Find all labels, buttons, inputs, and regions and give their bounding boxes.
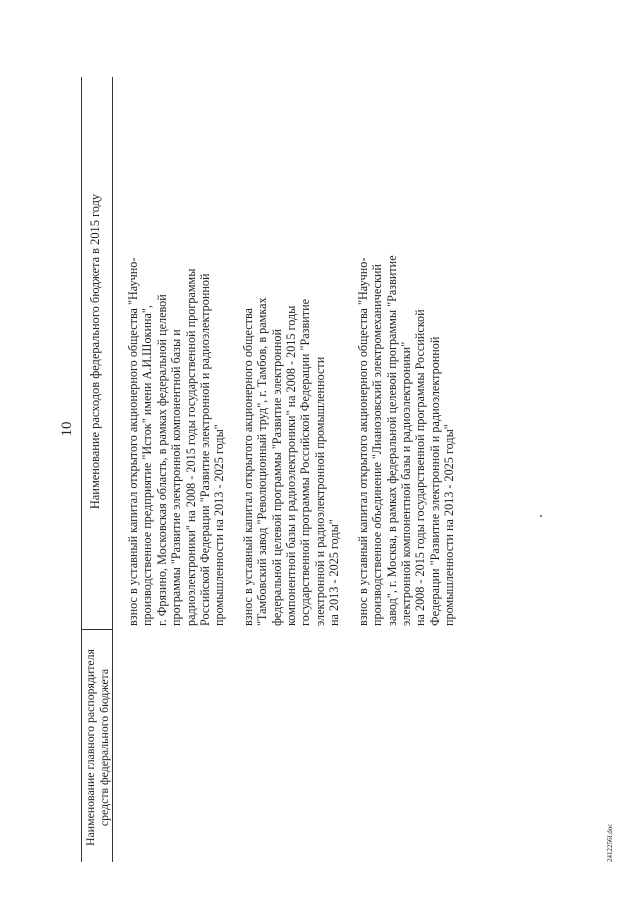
expense-entry: взнос в уставный капитал открытого акционерного общества "Научно- производственное объединение "Лианозовский электромеханический завод", г. Москва, в рамках федеральной целевой программы "Развитие электронной компонентной базы и радиоэлектроники" на 2008 - 2015 годы государственной программы Российской Федерации "Развитие электронной и радиоэлектронной промышленности на 2013 - 2025 годы" xyxy=(355,255,457,626)
table-header-bottom-border xyxy=(112,77,113,862)
table-top-border xyxy=(81,77,82,862)
header-expense-column xyxy=(88,77,103,626)
table-column-divider xyxy=(81,629,112,630)
rotated-table-page xyxy=(58,77,618,862)
header-recipient-text: Наименование главного распорядителя средств федерального бюджета xyxy=(83,649,111,846)
header-recipient-column xyxy=(84,635,111,860)
scan-dot xyxy=(540,515,542,517)
expense-entry: взнос в уставный капитал открытого акционерного общества "Научно- производственное предприятие "Исток" имени А.И.Шокина", г. Фрязино, Московская область, в рамках федеральной целевой программы "Развитие электронной компонентной базы и радиоэлектроники" на 2008 - 2015 годы государственной программы Российской Федерации "Развитие электронной и радиоэлектронной промышленности на 2013 - 2025 годы" xyxy=(126,257,227,626)
header-expense-text: Наименование расходов федерального бюджета в 2015 году xyxy=(88,193,102,510)
expense-entries xyxy=(126,211,471,626)
page-number: 10 xyxy=(59,421,75,437)
expense-entry: взнос в уставный капитал открытого акционерного общества "Тамбовский завод "Революционный труд", г. Тамбов, в рамках федеральной целевой программы "Развитие электронной компонентной базы и радиоэлектроники" на 2008 - 2015 годы государственной программы Российской Федерации "Развитие электронной и радиоэлектронной промышленности на 2013 - 2025 годы" xyxy=(240,297,342,626)
file-reference: 2412256l.doc xyxy=(606,823,614,862)
